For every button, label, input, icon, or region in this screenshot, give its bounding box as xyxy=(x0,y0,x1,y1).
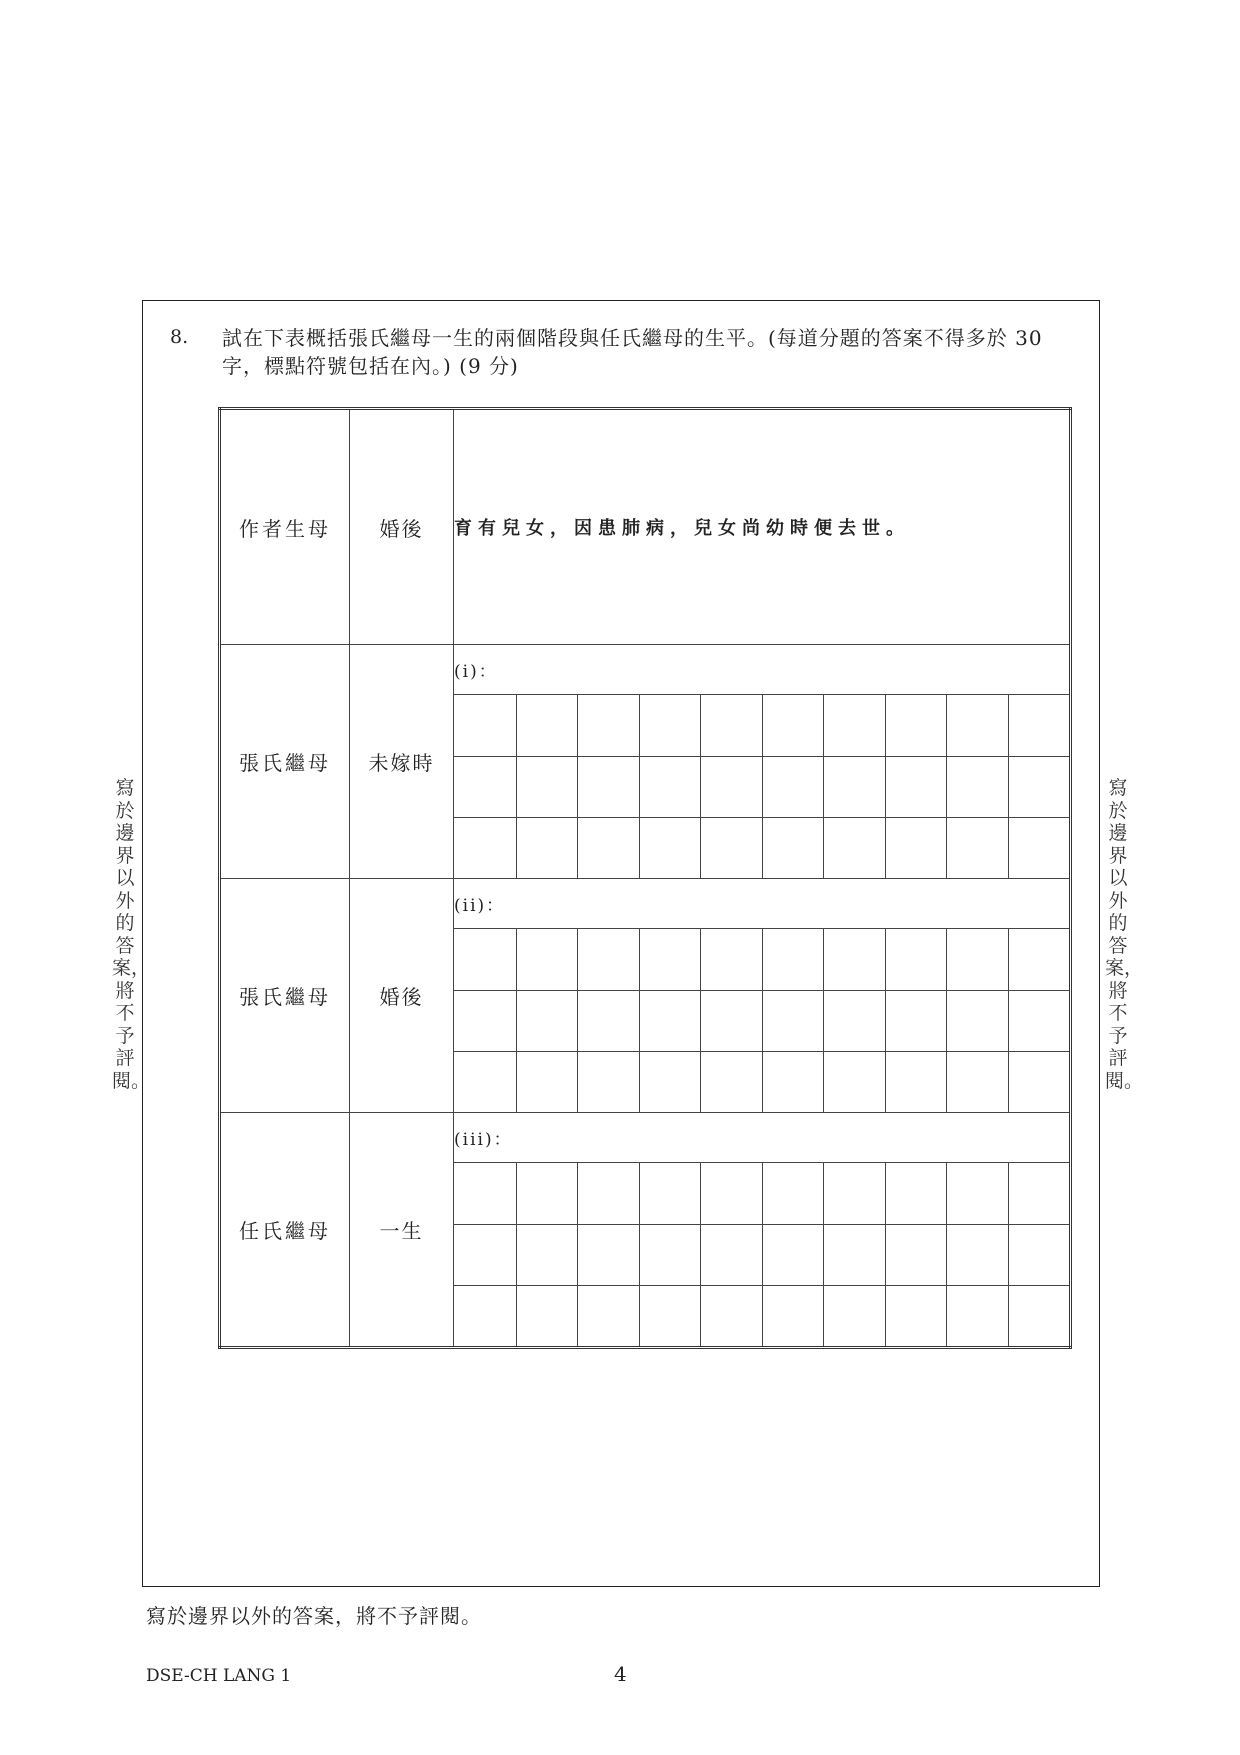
writing-cell[interactable] xyxy=(516,817,578,878)
writing-cell[interactable] xyxy=(823,1224,885,1285)
writing-cell[interactable] xyxy=(516,1163,578,1224)
writing-cell[interactable] xyxy=(639,1285,701,1346)
writing-cell[interactable] xyxy=(516,1051,578,1112)
writing-cell[interactable] xyxy=(1008,929,1070,990)
writing-cell[interactable] xyxy=(1008,1051,1070,1112)
writing-cell[interactable] xyxy=(516,756,578,817)
writing-cell[interactable] xyxy=(1008,695,1070,756)
writing-cell[interactable] xyxy=(577,756,639,817)
writing-cell[interactable] xyxy=(1008,817,1070,878)
table-row xyxy=(220,1113,1071,1163)
writing-cell[interactable] xyxy=(454,1285,516,1346)
writing-cell[interactable] xyxy=(946,990,1008,1051)
writing-cell[interactable] xyxy=(762,1163,824,1224)
writing-cell[interactable] xyxy=(454,929,516,990)
writing-cell[interactable] xyxy=(639,929,701,990)
writing-cell[interactable] xyxy=(454,1163,516,1224)
row-stage: 一生 xyxy=(350,1113,454,1348)
writing-cell[interactable] xyxy=(700,1285,762,1346)
writing-cell[interactable] xyxy=(577,1285,639,1346)
table-row xyxy=(220,409,1071,645)
row-stage: 婚後 xyxy=(350,879,454,1113)
writing-cell[interactable] xyxy=(885,817,947,878)
writing-cell[interactable] xyxy=(885,1163,947,1224)
writing-cell[interactable] xyxy=(700,1051,762,1112)
writing-cell[interactable] xyxy=(946,817,1008,878)
writing-cell[interactable] xyxy=(823,1051,885,1112)
writing-cell[interactable] xyxy=(639,1224,701,1285)
subquestion-label-iii: (iii)： xyxy=(454,1113,1071,1163)
writing-cell[interactable] xyxy=(577,1224,639,1285)
writing-cell[interactable] xyxy=(516,929,578,990)
writing-cell[interactable] xyxy=(762,1285,824,1346)
answer-grid-ii[interactable] xyxy=(454,929,1071,1113)
writing-cell[interactable] xyxy=(454,990,516,1051)
answer-grid-iii[interactable] xyxy=(454,1163,1071,1348)
writing-cell[interactable] xyxy=(700,756,762,817)
question-number: 8. xyxy=(170,326,189,348)
page-number: 4 xyxy=(614,1662,627,1686)
writing-cell[interactable] xyxy=(700,695,762,756)
writing-cell[interactable] xyxy=(823,929,885,990)
writing-cell[interactable] xyxy=(762,929,824,990)
answer-grid-i[interactable] xyxy=(454,695,1071,879)
row-stage: 未嫁時 xyxy=(350,645,454,879)
row-person: 作者生母 xyxy=(220,409,350,645)
writing-cell[interactable] xyxy=(577,1163,639,1224)
writing-cell[interactable] xyxy=(823,756,885,817)
writing-cell[interactable] xyxy=(1008,756,1070,817)
table-row xyxy=(220,645,1071,695)
writing-cells[interactable] xyxy=(454,1163,1069,1346)
writing-cell[interactable] xyxy=(639,756,701,817)
writing-cells[interactable] xyxy=(454,929,1069,1112)
left-margin-note: 寫於邊界以外的答案，將不予評閱。 xyxy=(112,777,151,1092)
writing-cell[interactable] xyxy=(823,695,885,756)
writing-cell[interactable] xyxy=(885,929,947,990)
row-person: 任氏繼母 xyxy=(220,1113,350,1348)
writing-cell[interactable] xyxy=(762,1224,824,1285)
writing-cell[interactable] xyxy=(885,756,947,817)
writing-cell[interactable] xyxy=(946,1163,1008,1224)
writing-cell[interactable] xyxy=(700,990,762,1051)
writing-cell[interactable] xyxy=(762,756,824,817)
writing-cell[interactable] xyxy=(700,929,762,990)
writing-cell[interactable] xyxy=(516,1285,578,1346)
writing-cell[interactable] xyxy=(823,817,885,878)
writing-cell[interactable] xyxy=(762,1051,824,1112)
writing-cell[interactable] xyxy=(577,990,639,1051)
writing-cell[interactable] xyxy=(885,695,947,756)
writing-cell[interactable] xyxy=(454,1051,516,1112)
row-person: 張氏繼母 xyxy=(220,645,350,879)
writing-cell[interactable] xyxy=(639,817,701,878)
writing-cell[interactable] xyxy=(762,695,824,756)
table-row xyxy=(220,879,1071,929)
writing-cell[interactable] xyxy=(946,1051,1008,1112)
writing-cell[interactable] xyxy=(639,990,701,1051)
writing-cell[interactable] xyxy=(762,990,824,1051)
writing-cell[interactable] xyxy=(516,1224,578,1285)
writing-cell[interactable] xyxy=(885,1285,947,1346)
writing-cell[interactable] xyxy=(946,929,1008,990)
writing-cell[interactable] xyxy=(1008,1285,1070,1346)
writing-cell[interactable] xyxy=(577,1051,639,1112)
writing-cell[interactable] xyxy=(639,1163,701,1224)
writing-cell[interactable] xyxy=(823,990,885,1051)
writing-cell[interactable] xyxy=(516,990,578,1051)
writing-cell[interactable] xyxy=(823,1163,885,1224)
writing-cells[interactable] xyxy=(454,695,1069,878)
writing-cell[interactable] xyxy=(577,695,639,756)
writing-cell[interactable] xyxy=(516,695,578,756)
writing-cell[interactable] xyxy=(946,756,1008,817)
writing-cell[interactable] xyxy=(885,990,947,1051)
answer-table xyxy=(218,407,1072,1349)
row-stage: 婚後 xyxy=(350,409,454,645)
writing-cell[interactable] xyxy=(1008,1163,1070,1224)
writing-cell[interactable] xyxy=(639,695,701,756)
writing-cell[interactable] xyxy=(639,1051,701,1112)
paper-code: DSE-CH LANG 1 xyxy=(146,1666,292,1686)
right-margin-note: 寫於邊界以外的答案，將不予評閱。 xyxy=(1105,777,1144,1092)
subquestion-label-i: (i)： xyxy=(454,645,1071,695)
writing-cell[interactable] xyxy=(1008,1224,1070,1285)
writing-cell[interactable] xyxy=(454,1224,516,1285)
writing-cell[interactable] xyxy=(700,1224,762,1285)
writing-cell[interactable] xyxy=(946,1224,1008,1285)
writing-cell[interactable] xyxy=(885,1051,947,1112)
writing-cell[interactable] xyxy=(454,695,516,756)
question-text: 試在下表概括張氏繼母一生的兩個階段與任氏繼母的生平。(每道分題的答案不得多於 30 字，標點符號包括在內。) (9 分) xyxy=(222,326,1043,378)
writing-cell[interactable] xyxy=(946,695,1008,756)
writing-cell[interactable] xyxy=(454,817,516,878)
writing-cell[interactable] xyxy=(885,1224,947,1285)
writing-cell[interactable] xyxy=(823,1285,885,1346)
writing-cell[interactable] xyxy=(700,817,762,878)
writing-cell[interactable] xyxy=(946,1285,1008,1346)
footer-note: 寫於邊界以外的答案，將不予評閱。 xyxy=(146,1604,482,1628)
sample-answer: 育有兒女，因患肺病，兒女尚幼時便去世。 xyxy=(454,409,1071,645)
row-person: 張氏繼母 xyxy=(220,879,350,1113)
subquestion-label-ii: (ii)： xyxy=(454,879,1071,929)
writing-cell[interactable] xyxy=(700,1163,762,1224)
writing-cell[interactable] xyxy=(762,817,824,878)
writing-cell[interactable] xyxy=(577,929,639,990)
writing-cell[interactable] xyxy=(1008,990,1070,1051)
writing-cell[interactable] xyxy=(577,817,639,878)
writing-cell[interactable] xyxy=(454,756,516,817)
